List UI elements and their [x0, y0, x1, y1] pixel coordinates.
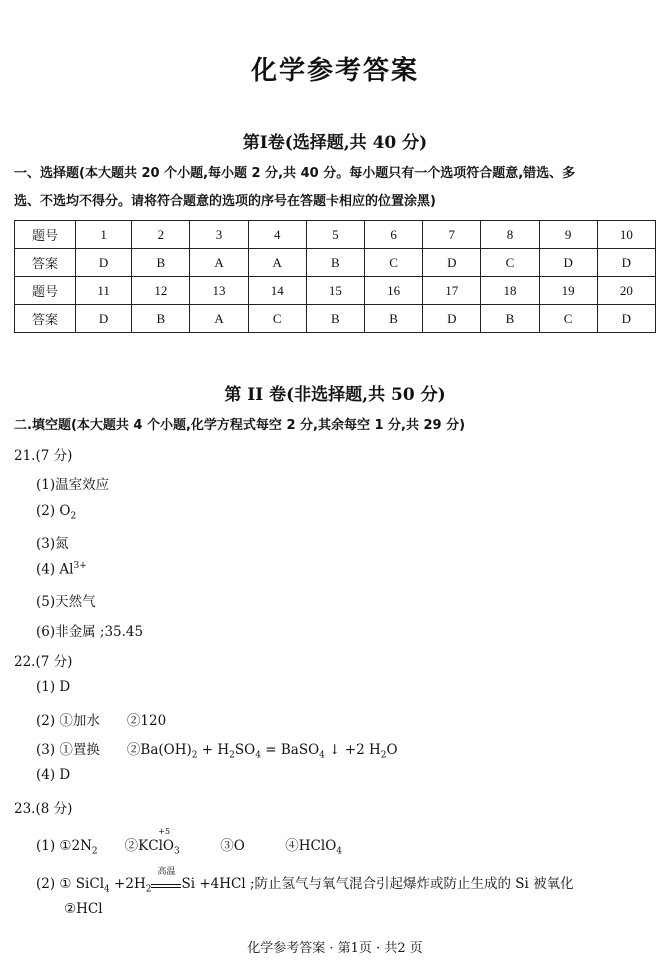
table-cell: 3	[190, 221, 248, 249]
table-cell: C	[364, 249, 422, 277]
page-footer: 化学参考答案 · 第1页 · 共2 页	[247, 941, 423, 956]
q21-answer-2: (2) $O_2$	[36, 503, 77, 522]
part1-instructions-line1: 一、选择题(本大题共 20 个小题,每小题 2 分,共 40 分。每小题只有一个选项符合题意,错选、多	[14, 166, 576, 181]
table-cell: D	[597, 305, 655, 333]
reaction-condition: 高温	[151, 877, 181, 888]
q22-answer-2: (2) ①加水 ②120	[36, 713, 167, 729]
answer-row-2	[15, 305, 656, 333]
table-cell: D	[423, 249, 481, 277]
answer-table	[14, 220, 656, 333]
part2-instructions: 二.填空题(本大题共 4 个小题,化学方程式每空 2 分,其余每空 1 分,共 29 分)	[14, 418, 466, 433]
table-cell: A	[248, 249, 306, 277]
table-cell: 12	[132, 277, 190, 305]
table-cell: C	[539, 305, 597, 333]
table-cell: 4	[248, 221, 306, 249]
table-cell: D	[76, 249, 132, 277]
table-cell: 13	[190, 277, 248, 305]
table-cell: A	[190, 249, 248, 277]
q22-answer-4: (4) D	[36, 767, 71, 783]
q21-label: 21.(7 分)	[14, 448, 73, 464]
table-cell: A	[190, 305, 248, 333]
q22-answer-1: (1) D	[36, 679, 71, 695]
table-cell: B	[481, 305, 539, 333]
table-cell: D	[423, 305, 481, 333]
answer-row-1	[15, 249, 656, 277]
table-cell: C	[481, 249, 539, 277]
q22-answer-3: (3) ①置换 $②Ba(OH)_2 + H_2SO_4$ = BaSO$_4$ ↓ +2 $H_2O$	[36, 742, 398, 761]
question-number-row-1	[15, 221, 656, 249]
table-cell: 14	[248, 277, 306, 305]
table-cell: 11	[76, 277, 132, 305]
oxidation-state-cl: +5 Cl	[148, 827, 171, 854]
table-cell: 1	[76, 221, 132, 249]
table-cell: B	[306, 249, 364, 277]
table-cell: 8	[481, 221, 539, 249]
table-cell: 5	[306, 221, 364, 249]
table-cell: 7	[423, 221, 481, 249]
table-cell: 10	[597, 221, 655, 249]
table-cell: C	[248, 305, 306, 333]
row-header: 答案	[15, 249, 76, 277]
question-number-row-2	[15, 277, 656, 305]
table-cell: 2	[132, 221, 190, 249]
table-cell: B	[306, 305, 364, 333]
table-cell: 16	[364, 277, 422, 305]
table-cell: B	[364, 305, 422, 333]
document-title: 化学参考答案	[250, 56, 419, 86]
table-cell: B	[132, 305, 190, 333]
q21-answer-1: (1)温室效应	[36, 477, 110, 493]
part1-instructions-line2: 选、不选均不得分。请将符合题意的选项的序号在答题卡相应的位置涂黑)	[14, 194, 436, 209]
q21-answer-4: (4) $Al^{3+}$	[36, 561, 87, 578]
table-cell: D	[76, 305, 132, 333]
table-cell: D	[539, 249, 597, 277]
q21-answer-3: (3)氮	[36, 536, 69, 552]
q21-answer-6: (6)非金属 ;35.45	[36, 624, 144, 640]
q23-answer-2: (2) ① SiCl$_4$ $+2H_2$ 高温 Si +4HCl ;防止氢气与氧气混合引起爆炸或防止生成的 Si 被氧化	[36, 867, 574, 895]
table-cell: 6	[364, 221, 422, 249]
q23-answer-2-second: ②HCl	[64, 901, 103, 917]
q21-answer-5: (5)天然气	[36, 594, 96, 610]
part1-heading: 第Ⅰ卷(选择题,共 40 分)	[242, 133, 428, 153]
table-cell: 19	[539, 277, 597, 305]
q22-label: 22.(7 分)	[14, 654, 73, 670]
q23-label: 23.(8 分)	[14, 801, 73, 817]
table-cell: 18	[481, 277, 539, 305]
row-header: 题号	[15, 221, 76, 249]
part2-heading: 第 II 卷(非选择题,共 50 分)	[224, 385, 446, 405]
table-cell: 9	[539, 221, 597, 249]
row-header: 题号	[15, 277, 76, 305]
table-cell: 17	[423, 277, 481, 305]
row-header: 答案	[15, 305, 76, 333]
table-cell: 15	[306, 277, 364, 305]
table-cell: B	[132, 249, 190, 277]
table-cell: D	[597, 249, 655, 277]
q23-answer-1: (1) $①2N_2$ ②K +5 ClO$_3$ ③O ④HClO$_4$	[36, 827, 343, 857]
table-cell: 20	[597, 277, 655, 305]
